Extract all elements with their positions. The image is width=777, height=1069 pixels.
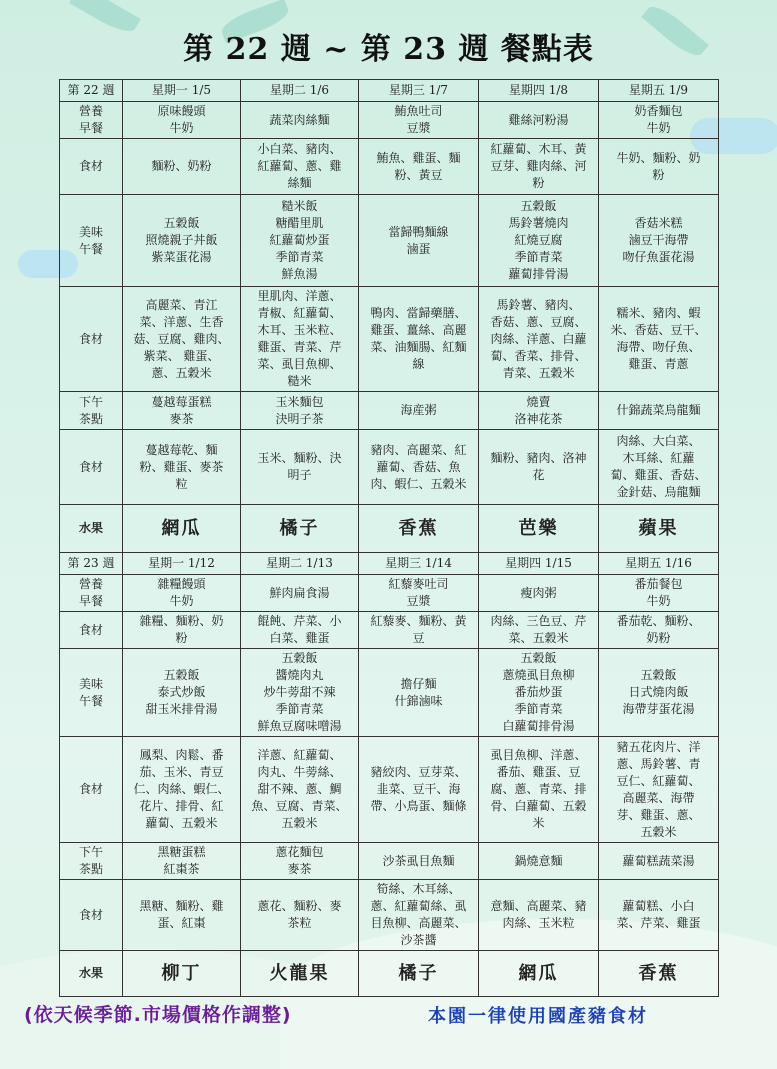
menu-cell: 鴨肉、當歸藥膳、 雞蛋、薑絲、高麗 菜、油麵腸、紅麵 線 bbox=[359, 287, 479, 392]
footer-note: (依天候季節.市場價格作調整) bbox=[24, 1004, 292, 1026]
day-header: 星期五 1/16 bbox=[599, 553, 719, 575]
menu-cell: 鳳梨、肉鬆、番 茄、玉米、青豆 仁、肉絲、蝦仁、 花片、排骨、紅 蘿蔔、五穀米 bbox=[123, 737, 241, 843]
menu-cell: 海産粥 bbox=[359, 392, 479, 430]
menu-cell: 高麗菜、青江 菜、洋蔥、生香 菇、豆腐、雞肉、 紫菜、 雞蛋、 蔥、五穀米 bbox=[123, 287, 241, 392]
menu-cell: 豬絞肉、豆芽菜、 韭菜、豆干、海 帶、小鳥蛋、麵條 bbox=[359, 737, 479, 843]
day-header: 星期一 1/5 bbox=[123, 80, 241, 102]
lunch-row bbox=[60, 649, 719, 737]
menu-cell: 洋蔥、紅蘿蔔、 肉丸、牛蒡絲、 甜不辣、蔥、鯛 魚、豆腐、青菜、 五穀米 bbox=[241, 737, 359, 843]
fruit-cell: 網瓜 bbox=[479, 951, 599, 997]
menu-cell: 雜糧饅頭 牛奶 bbox=[123, 575, 241, 612]
menu-cell: 豬肉、高麗菜、紅 蘿蔔、香菇、魚 肉、蝦仁、五穀米 bbox=[359, 430, 479, 505]
fruit-cell: 橘子 bbox=[359, 951, 479, 997]
menu-cell: 玉米、麵粉、決 明子 bbox=[241, 430, 359, 505]
snack-row bbox=[60, 392, 719, 430]
day-header: 星期三 1/14 bbox=[359, 553, 479, 575]
day-header: 星期三 1/7 bbox=[359, 80, 479, 102]
row-label: 食材 bbox=[60, 430, 123, 505]
breakfast-row bbox=[60, 102, 719, 139]
week-header-row bbox=[60, 553, 719, 575]
menu-cell: 麵粉、豬肉、洛神 花 bbox=[479, 430, 599, 505]
menu-cell: 蔬菜肉絲麵 bbox=[241, 102, 359, 139]
menu-cell: 里肌肉、洋蔥、 青椒、紅蘿蔔、 木耳、玉米粒、 雞蛋、青菜、芹 菜、虱目魚柳、 糙米 bbox=[241, 287, 359, 392]
fruit-cell: 芭樂 bbox=[479, 505, 599, 553]
row-label: 美味 午餐 bbox=[60, 195, 123, 287]
row-label: 美味 午餐 bbox=[60, 649, 123, 737]
menu-cell: 五穀飯 馬鈴薯燒肉 紅燒豆腐 季節青菜 蘿蔔排骨湯 bbox=[479, 195, 599, 287]
row-label: 食材 bbox=[60, 612, 123, 649]
snack-ingredients-row bbox=[60, 880, 719, 951]
menu-cell: 紅藜麥、麵粉、黃 豆 bbox=[359, 612, 479, 649]
table-body bbox=[60, 80, 719, 997]
fruit-row bbox=[60, 505, 719, 553]
menu-cell: 五穀飯 蔥燒虱目魚柳 番茄炒蛋 季節青菜 白蘿蔔排骨湯 bbox=[479, 649, 599, 737]
menu-cell: 麵粉、奶粉 bbox=[123, 139, 241, 195]
menu-cell: 餛飩、芹菜、小 白菜、雞蛋 bbox=[241, 612, 359, 649]
lunch-row bbox=[60, 195, 719, 287]
menu-cell: 肉絲、大白菜、 木耳絲、紅蘿 蔔、雞蛋、香菇、 金針菇、烏龍麵 bbox=[599, 430, 719, 505]
menu-cell: 鮮肉扁食湯 bbox=[241, 575, 359, 612]
fruit-row bbox=[60, 951, 719, 997]
menu-cell: 雜糧、麵粉、奶 粉 bbox=[123, 612, 241, 649]
menu-cell: 鍋燒意麵 bbox=[479, 843, 599, 880]
menu-cell: 意麵、高麗菜、豬 肉絲、玉米粒 bbox=[479, 880, 599, 951]
menu-cell: 鮪魚吐司 豆漿 bbox=[359, 102, 479, 139]
menu-cell: 鮪魚、雞蛋、麵 粉、黃豆 bbox=[359, 139, 479, 195]
menu-cell: 馬鈴薯、豬肉、 香菇、蔥、豆腐、 肉絲、洋蔥、白蘿 蔔、香菜、排骨、 青菜、五穀米 bbox=[479, 287, 599, 392]
fruit-cell: 柳丁 bbox=[123, 951, 241, 997]
row-label: 營養 早餐 bbox=[60, 102, 123, 139]
menu-cell: 蔓越莓蛋糕 麥茶 bbox=[123, 392, 241, 430]
fruit-cell: 蘋果 bbox=[599, 505, 719, 553]
lunch-ingredients-row bbox=[60, 287, 719, 392]
menu-cell: 黑糖蛋糕 紅棗茶 bbox=[123, 843, 241, 880]
row-label: 食材 bbox=[60, 139, 123, 195]
menu-cell: 雞絲河粉湯 bbox=[479, 102, 599, 139]
breakfast-row bbox=[60, 575, 719, 612]
day-header: 星期五 1/9 bbox=[599, 80, 719, 102]
fruit-cell: 網瓜 bbox=[123, 505, 241, 553]
menu-cell: 玉米麵包 決明子茶 bbox=[241, 392, 359, 430]
menu-cell: 五穀飯 照燒親子丼飯 紫菜蛋花湯 bbox=[123, 195, 241, 287]
day-header: 星期一 1/12 bbox=[123, 553, 241, 575]
menu-cell: 五穀飯 醬燒肉丸 炒牛蒡甜不辣 季節青菜 鮮魚豆腐味噌湯 bbox=[241, 649, 359, 737]
menu-cell: 沙茶虱目魚麵 bbox=[359, 843, 479, 880]
row-label: 下午 茶點 bbox=[60, 843, 123, 880]
menu-cell: 五穀飯 日式燒肉飯 海帶芽蛋花湯 bbox=[599, 649, 719, 737]
menu-cell: 小白菜、豬肉、 紅蘿蔔、蔥、雞 絲麵 bbox=[241, 139, 359, 195]
footer-pork-notice: 本園一律使用國產豬食材 bbox=[428, 1006, 648, 1027]
menu-cell: 番茄餐包 牛奶 bbox=[599, 575, 719, 612]
menu-cell: 筍絲、木耳絲、 蔥、紅蘿蔔絲、虱 目魚柳、高麗菜、 沙茶醬 bbox=[359, 880, 479, 951]
day-header: 星期四 1/15 bbox=[479, 553, 599, 575]
row-label: 食材 bbox=[60, 737, 123, 843]
menu-cell: 紅藜麥吐司 豆漿 bbox=[359, 575, 479, 612]
menu-cell: 當歸鴨麵線 滷蛋 bbox=[359, 195, 479, 287]
menu-cell: 虱目魚柳、洋蔥、 番茄、雞蛋、豆 腐、蔥、青菜、排 骨、白蘿蔔、五穀 米 bbox=[479, 737, 599, 843]
menu-cell: 奶香麵包 牛奶 bbox=[599, 102, 719, 139]
meal-schedule-table bbox=[59, 79, 719, 997]
day-header: 星期四 1/8 bbox=[479, 80, 599, 102]
menu-cell: 擔仔麵 什錦滷味 bbox=[359, 649, 479, 737]
breakfast-ingredients-row bbox=[60, 612, 719, 649]
menu-cell: 燒賣 洛神花茶 bbox=[479, 392, 599, 430]
breakfast-ingredients-row bbox=[60, 139, 719, 195]
menu-cell: 牛奶、麵粉、奶 粉 bbox=[599, 139, 719, 195]
menu-cell: 蘿蔔糕蔬菜湯 bbox=[599, 843, 719, 880]
menu-cell: 原味饅頭 牛奶 bbox=[123, 102, 241, 139]
menu-cell: 五穀飯 泰式炒飯 甜玉米排骨湯 bbox=[123, 649, 241, 737]
row-label: 下午 茶點 bbox=[60, 392, 123, 430]
menu-cell: 蔥花麵包 麥茶 bbox=[241, 843, 359, 880]
week-label: 第 23 週 bbox=[60, 553, 123, 575]
menu-cell: 紅蘿蔔、木耳、黃 豆芽、雞肉絲、河 粉 bbox=[479, 139, 599, 195]
menu-cell: 蔓越莓乾、麵 粉、雞蛋、麥茶 粒 bbox=[123, 430, 241, 505]
menu-cell: 黑糖、麵粉、雞 蛋、紅棗 bbox=[123, 880, 241, 951]
menu-cell: 瘦肉粥 bbox=[479, 575, 599, 612]
row-label: 水果 bbox=[60, 505, 123, 553]
week-label: 第 22 週 bbox=[60, 80, 123, 102]
menu-cell: 豬五花肉片、洋 蔥、馬鈴薯、青 豆仁、紅蘿蔔、 高麗菜、海帶 芽、雞蛋、蔥、 五穀米 bbox=[599, 737, 719, 843]
day-header: 星期二 1/6 bbox=[241, 80, 359, 102]
menu-cell: 香菇米糕 滷豆干海帶 吻仔魚蛋花湯 bbox=[599, 195, 719, 287]
menu-cell: 什錦蔬菜烏龍麵 bbox=[599, 392, 719, 430]
menu-cell: 肉絲、三色豆、芹 菜、五穀米 bbox=[479, 612, 599, 649]
row-label: 食材 bbox=[60, 880, 123, 951]
menu-cell: 糙米飯 糖醋里肌 紅蘿蔔炒蛋 季節青菜 鮮魚湯 bbox=[241, 195, 359, 287]
fruit-cell: 香蕉 bbox=[599, 951, 719, 997]
lunch-ingredients-row bbox=[60, 737, 719, 843]
snack-row bbox=[60, 843, 719, 880]
row-label: 營養 早餐 bbox=[60, 575, 123, 612]
row-label: 食材 bbox=[60, 287, 123, 392]
fruit-cell: 香蕉 bbox=[359, 505, 479, 553]
menu-cell: 糯米、豬肉、蝦 米、香菇、豆干、 海帶、吻仔魚、 雞蛋、青蔥 bbox=[599, 287, 719, 392]
menu-cell: 蔥花、麵粉、麥 茶粒 bbox=[241, 880, 359, 951]
menu-cell: 蘿蔔糕、小白 菜、芹菜、雞蛋 bbox=[599, 880, 719, 951]
fruit-cell: 橘子 bbox=[241, 505, 359, 553]
snack-ingredients-row bbox=[60, 430, 719, 505]
page-title: 第 22 週 ~ 第 23 週 餐點表 bbox=[183, 32, 594, 67]
week-header-row bbox=[60, 80, 719, 102]
day-header: 星期二 1/13 bbox=[241, 553, 359, 575]
menu-cell: 番茄乾、麵粉、 奶粉 bbox=[599, 612, 719, 649]
fruit-cell: 火龍果 bbox=[241, 951, 359, 997]
row-label: 水果 bbox=[60, 951, 123, 997]
